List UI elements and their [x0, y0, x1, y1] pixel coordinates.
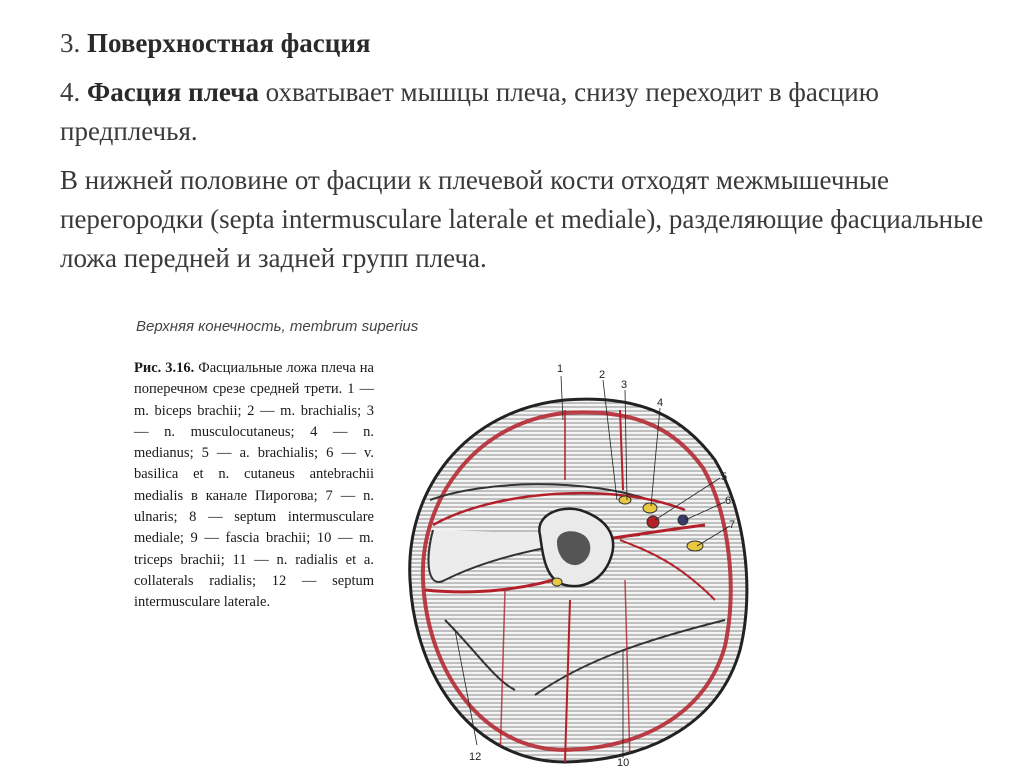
nerve-medianus — [643, 503, 657, 513]
slide-text — [60, 24, 990, 278]
figure-label-4: 4 — [657, 397, 664, 409]
figure-label-10: 10 — [617, 757, 630, 767]
figure-label-1: 1 — [557, 363, 564, 375]
vein-basilica — [678, 515, 688, 525]
figure-label-5: 5 — [721, 471, 728, 483]
figure-label-12: 12 — [469, 751, 482, 763]
figure-label-2: 2 — [599, 369, 606, 381]
book-page-header: Верхняя конечность, membrum superius — [136, 318, 419, 335]
paragraph-septa: В нижней половине от фасции к плечевой кости отходят межмышечные перегородки (septa intermusculare laterale et mediale), разделяющие фасциальные ложа передней и задней групп плеча. — [60, 165, 984, 273]
term-superficial-fascia: Поверхностная фасция — [87, 28, 371, 58]
figure-label-7: 7 — [729, 519, 736, 531]
paragraph-arm-fascia: 4. Фасция плеча охватывает мышцы плеча, снизу переходит в фасцию предплечья. — [60, 77, 879, 146]
artery-brachialis — [647, 516, 659, 528]
nerve-musculocutaneus — [619, 496, 631, 504]
paragraph-superficial-fascia: 3. Поверхностная фасция — [60, 28, 371, 58]
nerve-ulnaris — [687, 541, 703, 551]
arm-cross-section-figure — [385, 350, 775, 767]
nerve-radialis — [552, 578, 562, 586]
figure-label-3: 3 — [621, 379, 628, 391]
cross-section-illustration — [385, 350, 775, 767]
figure-caption-text: Фасциальные ложа плеча на поперечном срезе средней трети. 1 — m. biceps brachii; 2 — m. brachialis; 3 — n. musculocutaneus; 4 — n. medianus; 5 — a. brachialis; 6 — v. basilica et n. cutaneus antebrachii medialis в канале Пирогова; 7 — n. ulnaris; 8 — septum intermusculare mediale; 9 — fascia brachii; 10 — m. triceps brachii; 11 — n. radialis et a. collaterals radialis; 12 — septum intermusculare laterale. — [134, 360, 374, 611]
figure-caption — [134, 358, 374, 614]
figure-caption-title: Рис. 3.16. — [134, 360, 195, 376]
figure-label-6: 6 — [725, 495, 732, 507]
term-arm-fascia: Фасция плеча — [87, 77, 259, 107]
